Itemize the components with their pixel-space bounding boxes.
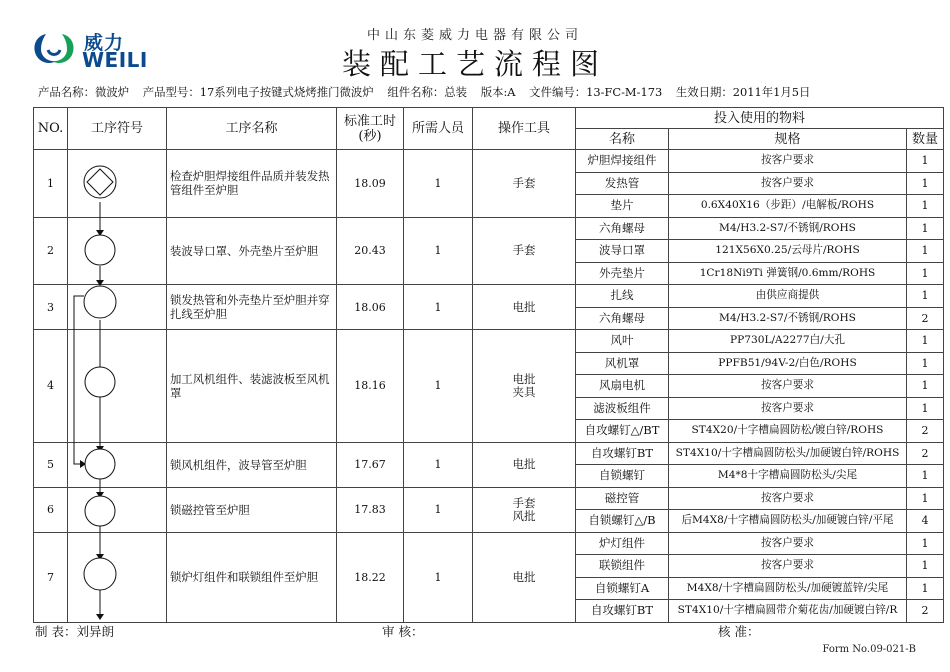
product-info-bar (38, 84, 810, 100)
material-qty: 1 (907, 397, 944, 420)
material-spec: 1Cr18Ni9Ti 弹簧钢/0.6mm/ROHS (669, 262, 907, 285)
operation-tool: 手套 风批 (473, 487, 576, 532)
standard-time: 18.22 (337, 532, 404, 622)
step-name: 加工风机组件、装滤波板至风机罩 (167, 330, 337, 443)
material-name: 垫片 (576, 195, 669, 218)
step-number: 7 (34, 532, 68, 622)
staff-count: 1 (404, 532, 473, 622)
step-name: 装波导口罩、外壳垫片至炉胆 (167, 217, 337, 285)
header-symbol: 工序符号 (68, 108, 167, 150)
material-spec: 按客户要求 (669, 487, 907, 510)
step-symbol-cell (68, 532, 167, 622)
material-qty: 1 (907, 375, 944, 398)
standard-time: 17.67 (337, 442, 404, 487)
material-name: 扎线 (576, 285, 669, 308)
material-row (34, 330, 944, 353)
material-name: 风机罩 (576, 352, 669, 375)
reviewed-by: 审 核： (382, 624, 424, 639)
material-qty: 4 (907, 510, 944, 533)
logo-en-text: WEILI (82, 48, 148, 72)
material-spec: 后M4X8/十字槽扁圆防松头/加硬镀白锌/平尾 (669, 510, 907, 533)
material-qty: 2 (907, 420, 944, 443)
product-name: 产品名称：微波炉 (38, 85, 130, 99)
material-qty: 1 (907, 330, 944, 353)
material-spec: ST4X20/十字槽扁圆防松/镀白锌/ROHS (669, 420, 907, 443)
header-material-name: 名称 (576, 129, 669, 150)
process-table-wrapper (33, 107, 944, 623)
material-name: 炉胆焊接组件 (576, 150, 669, 173)
step-number: 1 (34, 150, 68, 218)
material-name: 六角螺母 (576, 217, 669, 240)
step-name: 检查炉胆焊接组件品质并装发热管组件至炉胆 (167, 150, 337, 218)
approved-by: 核 准： (718, 624, 760, 639)
step-symbol-cell (68, 487, 167, 532)
material-qty: 1 (907, 465, 944, 488)
material-qty: 1 (907, 487, 944, 510)
material-spec: 按客户要求 (669, 555, 907, 578)
header-process-name: 工序名称 (167, 108, 337, 150)
material-spec: ST4X10/十字槽扁圆防松头/加硬镀白锌/ROHS (669, 442, 907, 465)
standard-time: 18.06 (337, 285, 404, 330)
material-row (34, 285, 944, 308)
header-standard-time: 标准工时(秒) (337, 108, 404, 150)
material-name: 波导口罩 (576, 240, 669, 263)
header-tool: 操作工具 (473, 108, 576, 150)
material-name: 滤波板组件 (576, 397, 669, 420)
material-name: 自攻螺钉BT (576, 442, 669, 465)
material-qty: 1 (907, 172, 944, 195)
material-row (34, 487, 944, 510)
material-qty: 1 (907, 532, 944, 555)
material-qty: 1 (907, 555, 944, 578)
step-number: 3 (34, 285, 68, 330)
material-row (34, 217, 944, 240)
material-qty: 1 (907, 217, 944, 240)
document-title: 装配工艺流程图 (341, 47, 608, 81)
material-qty: 1 (907, 150, 944, 173)
material-name: 六角螺母 (576, 307, 669, 330)
material-spec: PP730L/A2277白/大孔 (669, 330, 907, 353)
material-name: 联锁组件 (576, 555, 669, 578)
standard-time: 17.83 (337, 487, 404, 532)
material-row (34, 442, 944, 465)
operation-tool: 电批 夹具 (473, 330, 576, 443)
step-name: 锁风机组件，波导管至炉胆 (167, 442, 337, 487)
step-symbol-cell (68, 442, 167, 487)
material-name: 发热管 (576, 172, 669, 195)
material-spec: ST4X10/十字槽扁圆带介菊花齿/加硬镀白锌/R (669, 600, 907, 623)
material-spec: 由供应商提供 (669, 285, 907, 308)
effective-date: 生效日期：2011年1月5日 (675, 85, 811, 99)
logo-cn-text: 威力 (84, 32, 125, 54)
step-name: 锁发热管和外壳垫片至炉胆并穿扎线至炉胆 (167, 285, 337, 330)
material-row (34, 150, 944, 173)
material-spec: M4/H3.2-S7/不锈钢/ROHS (669, 307, 907, 330)
step-name: 锁炉灯组件和联锁组件至炉胆 (167, 532, 337, 622)
step-name: 锁磁控管至炉胆 (167, 487, 337, 532)
prepared-by: 制 表：刘异朗 (35, 624, 114, 639)
operation-tool: 电批 (473, 442, 576, 487)
material-name: 自锁螺钉△/B (576, 510, 669, 533)
step-number: 2 (34, 217, 68, 285)
material-name: 外壳垫片 (576, 262, 669, 285)
version: 版本:A (480, 85, 516, 99)
staff-count: 1 (404, 217, 473, 285)
step-number: 5 (34, 442, 68, 487)
material-name: 自攻螺钉△/BT (576, 420, 669, 443)
material-spec: 0.6X40X16（步距）/电解板/ROHS (669, 195, 907, 218)
header-material-spec: 规格 (669, 129, 907, 150)
material-name: 磁控管 (576, 487, 669, 510)
staff-count: 1 (404, 150, 473, 218)
material-qty: 1 (907, 352, 944, 375)
header-staff: 所需人员 (404, 108, 473, 150)
component-name: 组件名称：总装 (387, 85, 468, 99)
material-name: 风扇电机 (576, 375, 669, 398)
staff-count: 1 (404, 285, 473, 330)
material-spec: 按客户要求 (669, 172, 907, 195)
material-row (34, 532, 944, 555)
material-name: 自锁螺钉A (576, 577, 669, 600)
material-spec: 按客户要求 (669, 397, 907, 420)
material-qty: 1 (907, 262, 944, 285)
header-no: NO. (34, 108, 68, 150)
material-spec: 按客户要求 (669, 150, 907, 173)
material-spec: M4/H3.2-S7/不锈钢/ROHS (669, 217, 907, 240)
step-symbol-cell (68, 285, 167, 330)
step-number: 4 (34, 330, 68, 443)
standard-time: 18.09 (337, 150, 404, 218)
operation-tool: 手套 (473, 150, 576, 218)
material-spec: 121X56X0.25/云母片/ROHS (669, 240, 907, 263)
material-qty: 2 (907, 307, 944, 330)
company-name: 中山东菱威力电器有限公司 (366, 28, 583, 43)
standard-time: 20.43 (337, 217, 404, 285)
material-spec: 按客户要求 (669, 375, 907, 398)
material-name: 自攻螺钉BT (576, 600, 669, 623)
material-qty: 1 (907, 577, 944, 600)
step-symbol-cell (68, 150, 167, 218)
operation-tool: 电批 (473, 532, 576, 622)
material-qty: 1 (907, 240, 944, 263)
material-spec: 按客户要求 (669, 532, 907, 555)
form-number: Form No.09-021-B (822, 644, 916, 655)
product-model: 产品型号：17系列电子按键式烧烤推门微波炉 (142, 85, 374, 99)
step-symbol-cell (68, 330, 167, 443)
step-symbol-cell (68, 217, 167, 285)
step-number: 6 (34, 487, 68, 532)
material-name: 风叶 (576, 330, 669, 353)
header-material-qty: 数量 (907, 129, 944, 150)
material-qty: 1 (907, 195, 944, 218)
material-qty: 2 (907, 442, 944, 465)
operation-tool: 手套 (473, 217, 576, 285)
material-spec: PPFB51/94V-2/白色/ROHS (669, 352, 907, 375)
staff-count: 1 (404, 487, 473, 532)
material-name: 炉灯组件 (576, 532, 669, 555)
standard-time: 18.16 (337, 330, 404, 443)
material-qty: 2 (907, 600, 944, 623)
material-spec: M4*8十字槽扁圆防松头/尖尾 (669, 465, 907, 488)
operation-tool: 电批 (473, 285, 576, 330)
staff-count: 1 (404, 442, 473, 487)
document-number: 文件编号：13-FC-M-173 (529, 85, 663, 99)
material-spec: M4X8/十字槽扁圆防松头/加硬镀蓝锌/尖尾 (669, 577, 907, 600)
staff-count: 1 (404, 330, 473, 443)
process-table (33, 107, 944, 623)
material-qty: 1 (907, 285, 944, 308)
material-name: 自锁螺钉 (576, 465, 669, 488)
header-materials: 投入使用的物料 (576, 108, 944, 129)
